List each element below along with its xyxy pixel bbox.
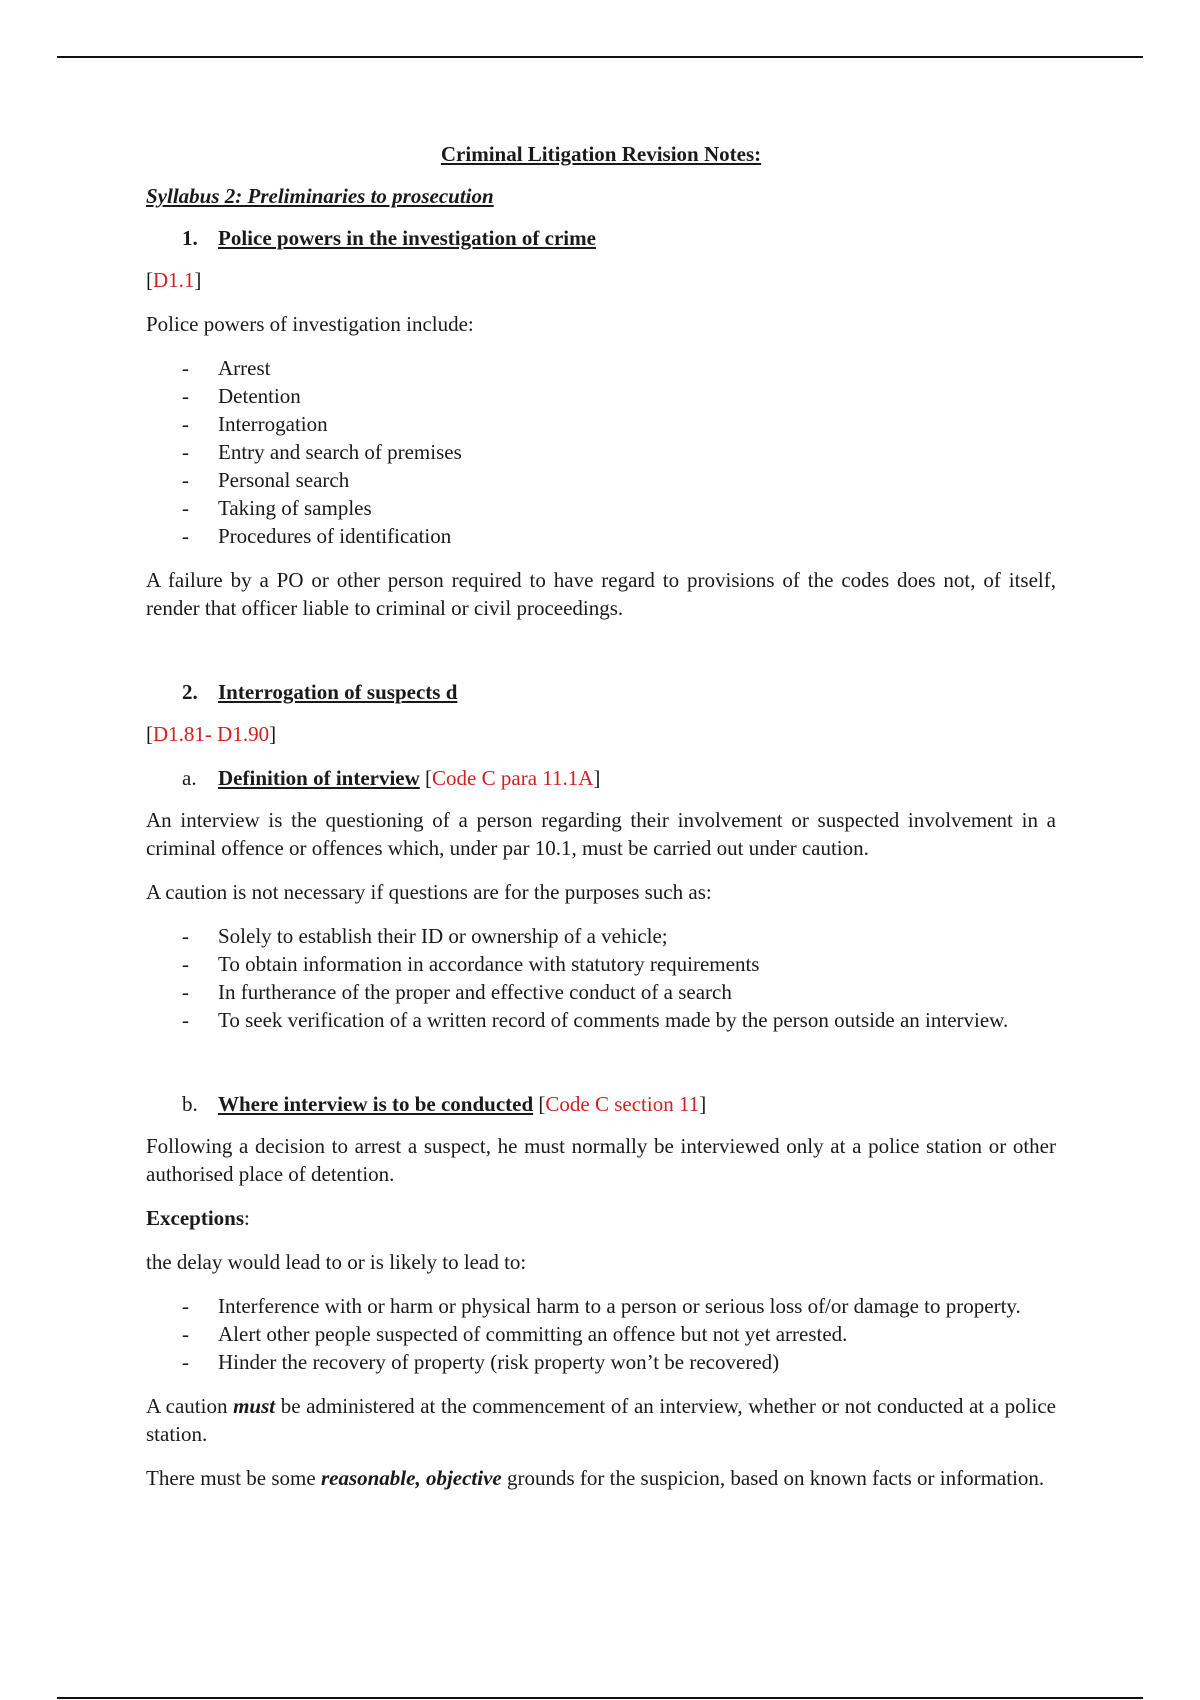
- subsection-b-ref: Code C section 11: [545, 1092, 700, 1116]
- list-item: - In furtherance of the proper and effective conduct of a search: [182, 980, 732, 1004]
- list-item: - Entry and search of premises: [182, 440, 462, 464]
- list-item: - Procedures of identification: [182, 524, 452, 548]
- list-item: - Taking of samples: [182, 496, 372, 520]
- subsection-a-title: Definition of interview: [218, 766, 420, 790]
- section-1-ref-code: D1.1: [153, 268, 195, 292]
- section-2-number: 2.: [182, 680, 198, 704]
- section-2-reference: [D1.81- D1.90]: [146, 722, 277, 746]
- subsection-a-ref: Code C para 11.1A: [432, 766, 594, 790]
- list-item: - Interference with or harm or physical harm to a person or serious loss of/or damage to property.: [182, 1294, 1021, 1318]
- top-rule: [57, 56, 1143, 58]
- list-item: - Solely to establish their ID or ownership of a vehicle;: [182, 924, 668, 948]
- caution-exceptions-list: [146, 922, 1056, 1034]
- list-item: - Detention: [182, 384, 301, 408]
- section-1-reference: [D1.1]: [146, 268, 202, 292]
- powers-list: [146, 354, 1056, 550]
- list-item: - Alert other people suspected of committing an offence but not yet arrested.: [182, 1322, 848, 1346]
- list-item: - To seek verification of a written record of comments made by the person outside an interview.: [182, 1008, 1009, 1032]
- section-1-heading: [146, 224, 1056, 252]
- caution-must-paragraph: A caution must be administered at the commencement of an interview, whether or not conducted at a police station.: [146, 1394, 1056, 1446]
- list-item: - Hinder the recovery of property (risk property won’t be recovered): [182, 1350, 780, 1374]
- section-1-intro: Police powers of investigation include:: [146, 312, 474, 336]
- list-item: - Interrogation: [182, 412, 328, 436]
- subsection-a-letter: a.: [182, 766, 197, 790]
- delay-consequences-list: [146, 1292, 1056, 1376]
- document-title: Criminal Litigation Revision Notes:: [440, 142, 762, 166]
- failure-paragraph: A failure by a PO or other person required to have regard to provisions of the codes does not, of itself, render that officer liable to criminal or civil proceedings.: [146, 568, 1056, 620]
- section-2-ref-code: D1.81- D1.90: [153, 722, 270, 746]
- bottom-rule: [57, 1697, 1143, 1699]
- exceptions-label: Exceptions:: [146, 1206, 250, 1230]
- section-2-title: Interrogation of suspects d: [218, 680, 458, 704]
- document-body: [146, 140, 1056, 1508]
- following-arrest-paragraph: Following a decision to arrest a suspect, he must normally be interviewed only at a police station or other authorised place of detention.: [146, 1134, 1056, 1186]
- subsection-a-heading: a. Definition of interview [Code C para 11.1A]: [182, 766, 601, 790]
- subsection-b-title: Where interview is to be conducted: [218, 1092, 534, 1116]
- subsection-b-heading: b. Where interview is to be conducted [Code C section 11]: [182, 1092, 707, 1116]
- syllabus-heading: Syllabus 2: Preliminaries to prosecution: [146, 184, 494, 208]
- list-item: - To obtain information in accordance with statutory requirements: [182, 952, 760, 976]
- section-2-heading: [146, 678, 1056, 706]
- grounds-paragraph: There must be some reasonable, objective grounds for the suspicion, based on known facts or information.: [146, 1466, 1045, 1490]
- section-1-number: 1.: [182, 226, 198, 250]
- list-item: - Arrest: [182, 356, 271, 380]
- interview-definition: An interview is the questioning of a person regarding their involvement or suspected involvement in a criminal offence or offences which, under par 10.1, must be carried out under caution.: [146, 808, 1056, 860]
- subsection-b-letter: b.: [182, 1092, 198, 1116]
- section-1-title: Police powers in the investigation of crime: [218, 226, 596, 250]
- delay-intro: the delay would lead to or is likely to lead to:: [146, 1250, 527, 1274]
- caution-intro: A caution is not necessary if questions are for the purposes such as:: [146, 880, 712, 904]
- list-item: - Personal search: [182, 468, 350, 492]
